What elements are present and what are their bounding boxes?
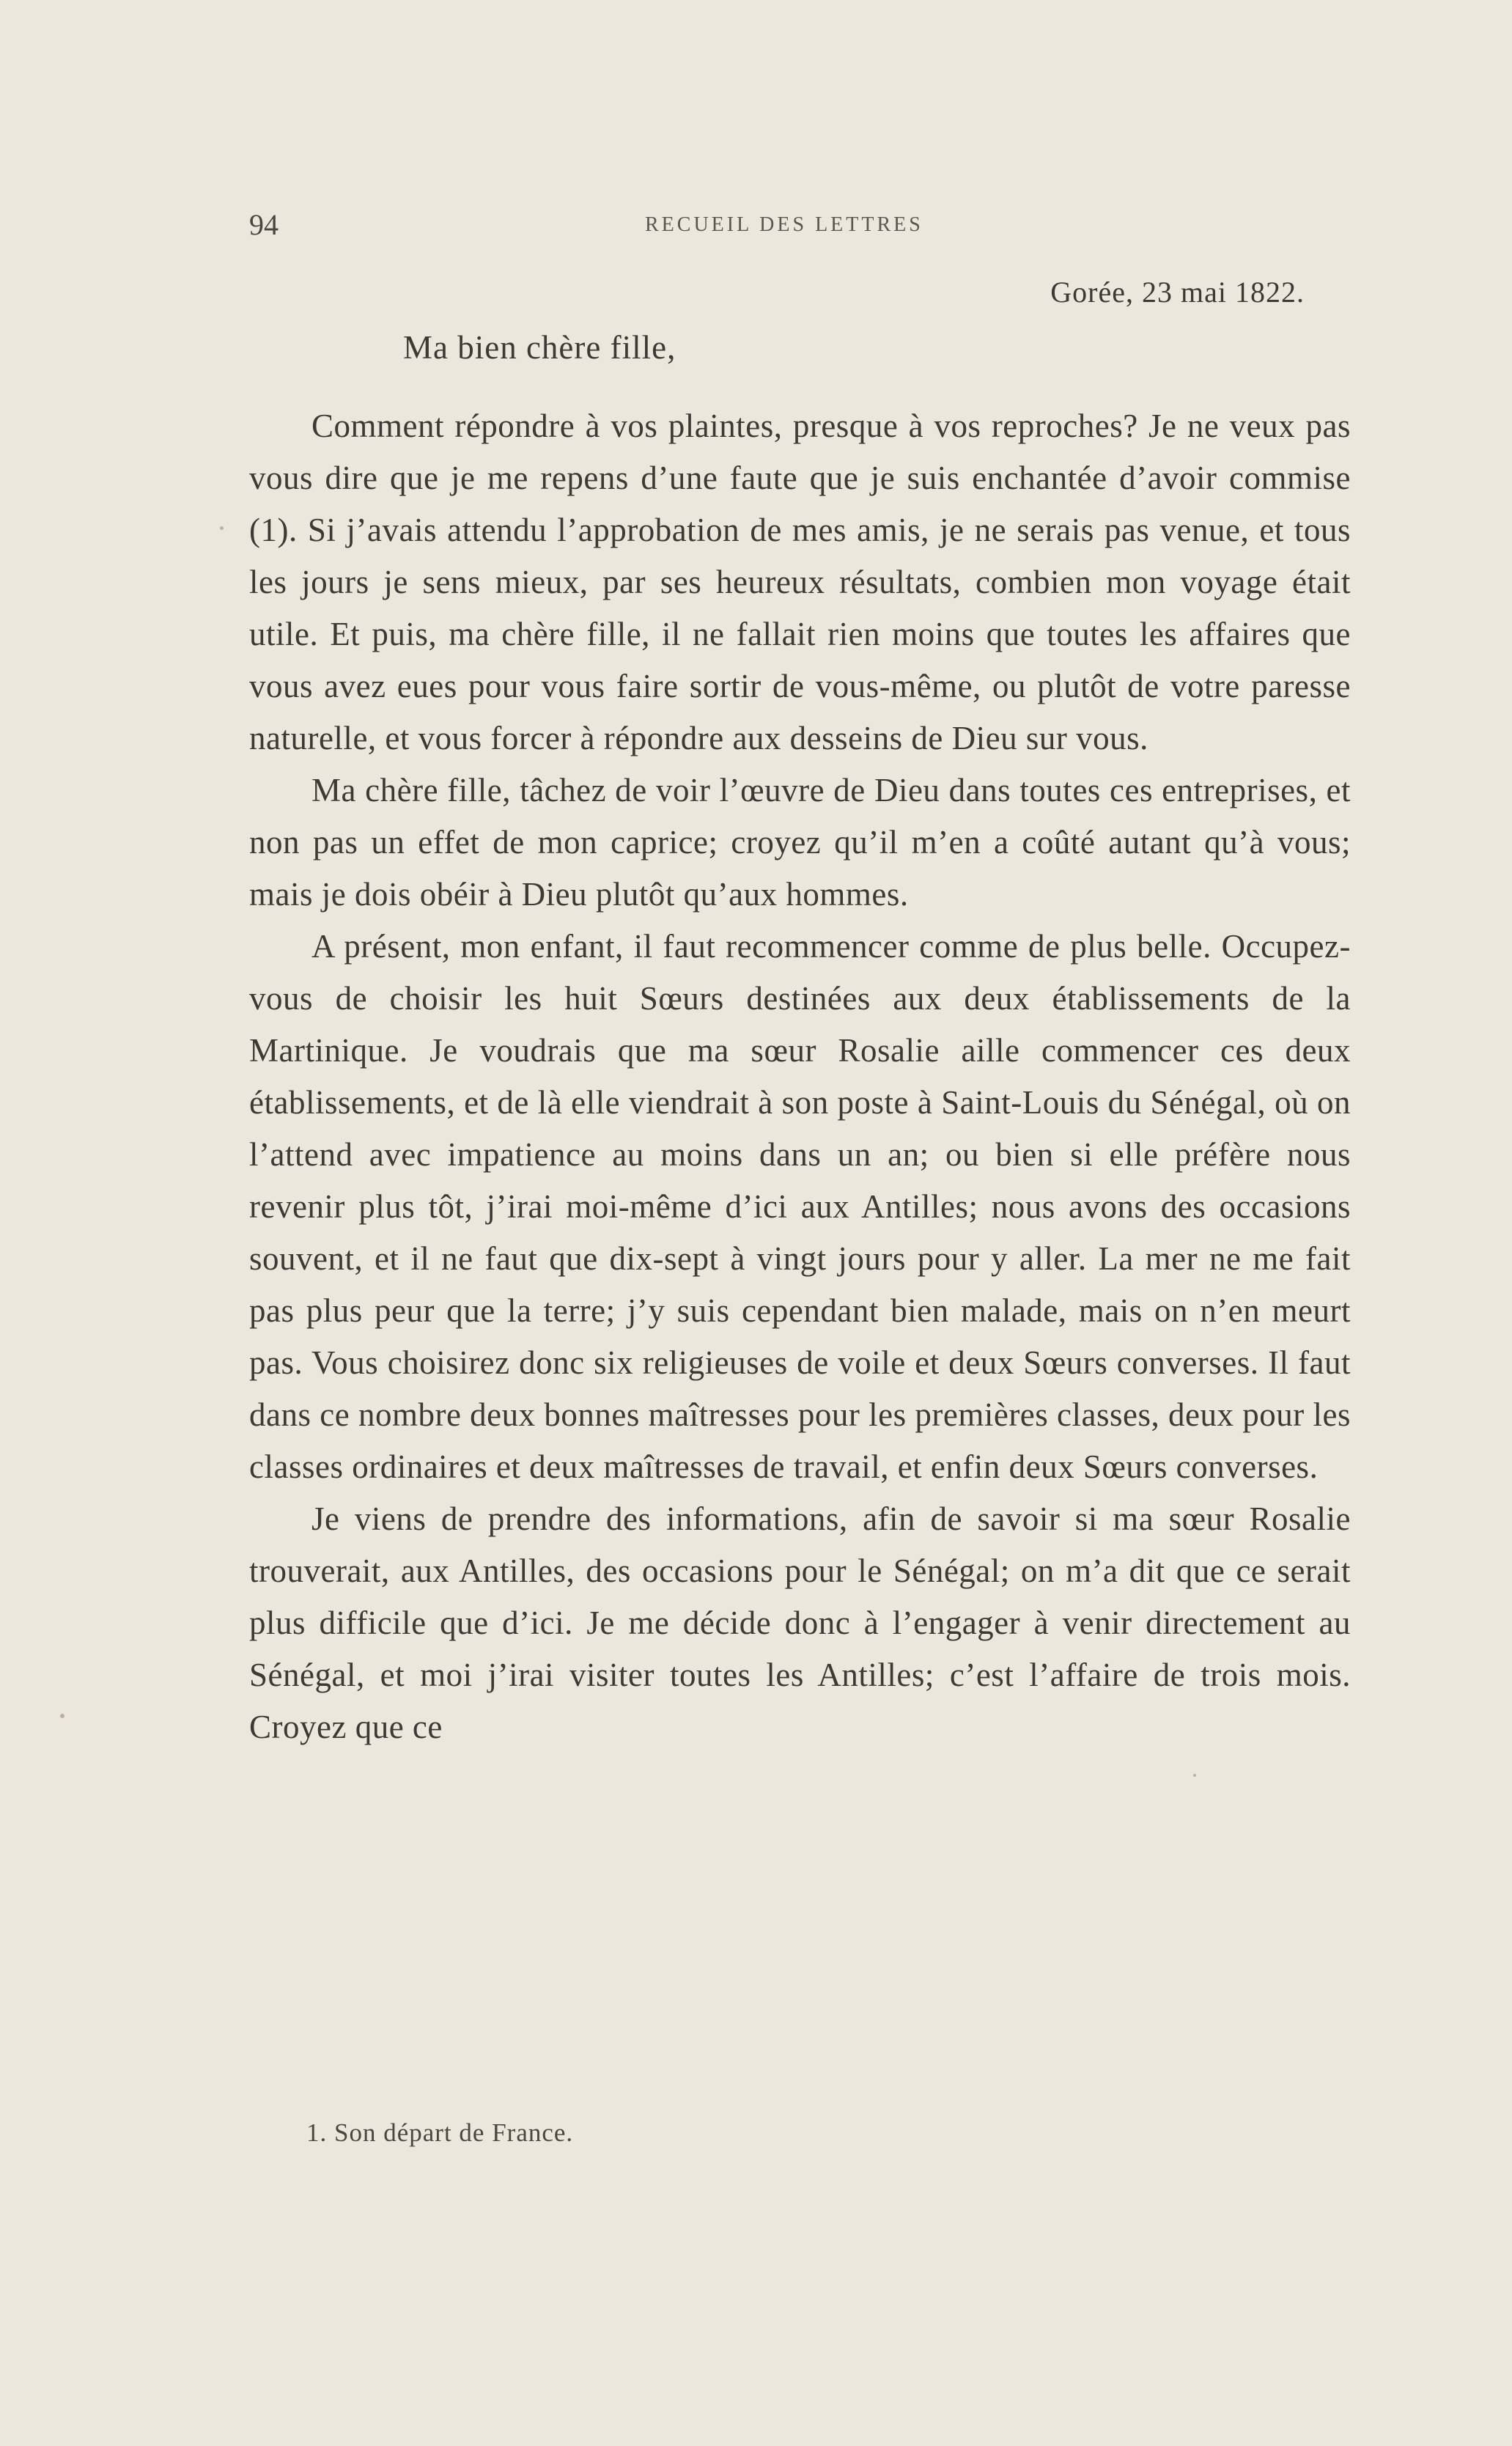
footnote: 1. Son départ de France.	[306, 2118, 574, 2147]
page-number: 94	[249, 208, 279, 241]
page-header	[249, 207, 1351, 243]
letter-body	[249, 400, 1351, 1753]
letter-dateline: Gorée, 23 mai 1822.	[1050, 276, 1305, 309]
paper-speck	[60, 1714, 64, 1718]
paper-speck	[220, 526, 224, 530]
paragraph: A présent, mon enfant, il faut recommencer comme de plus belle. Occupez-vous de choisir les huit Sœurs destinées aux deux établissements de la Martinique. Je voudrais que ma sœur Rosalie aille commencer ces deux établissements, et de là elle viendrait à son poste à Saint-Louis du Sénégal, où on l’attend avec impatience au moins dans un an; ou bien si elle préfère nous revenir plus tôt, j’irai moi-même d’ici aux Antilles; nous avons des occasions souvent, et il ne faut que dix-sept à vingt jours pour y aller. La mer ne me fait pas plus peur que la terre; j’y suis cependant bien malade, mais on n’en meurt pas. Vous choisirez donc six religieuses de voile et deux Sœurs converses. Il faut dans ce nombre deux bonnes maîtresses pour les premières classes, deux pour les classes ordinaires et deux maîtresses de travail, et enfin deux Sœurs converses.	[249, 928, 1351, 1485]
paper-speck	[1193, 1774, 1196, 1777]
paragraph: Comment répondre à vos plaintes, presque à vos reproches? Je ne veux pas vous dire que je me repens d’une faute que je suis enchantée d’avoir commise (1). Si j’avais attendu l’approbation de mes amis, je ne serais pas venue, et tous les jours je sens mieux, par ses heureux résultats, combien mon voyage était utile. Et puis, ma chère fille, il ne fallait rien moins que toutes les affaires que vous avez eues pour vous faire sortir de vous-même, ou plutôt de votre paresse naturelle, et vous forcer à répondre aux desseins de Dieu sur vous.	[249, 408, 1351, 756]
running-title: RECUEIL DES LETTRES	[645, 213, 923, 236]
paragraph: Ma chère fille, tâchez de voir l’œuvre de Dieu dans toutes ces entreprises, et non pas un effet de mon caprice; croyez qu’il m’en a coûté autant qu’à vous; mais je dois obéir à Dieu plutôt qu’aux hommes.	[249, 772, 1351, 913]
letter-salutation: Ma bien chère fille,	[403, 329, 676, 366]
paragraph: Je viens de prendre des informations, afin de savoir si ma sœur Rosalie trouverait, aux Antilles, des occasions pour le Sénégal; on m’a dit que ce serait plus difficile que d’ici. Je me décide donc à l’engager à venir directement au Sénégal, et moi j’irai visiter toutes les Antilles; c’est l’affaire de trois mois. Croyez que ce	[249, 1500, 1351, 1745]
